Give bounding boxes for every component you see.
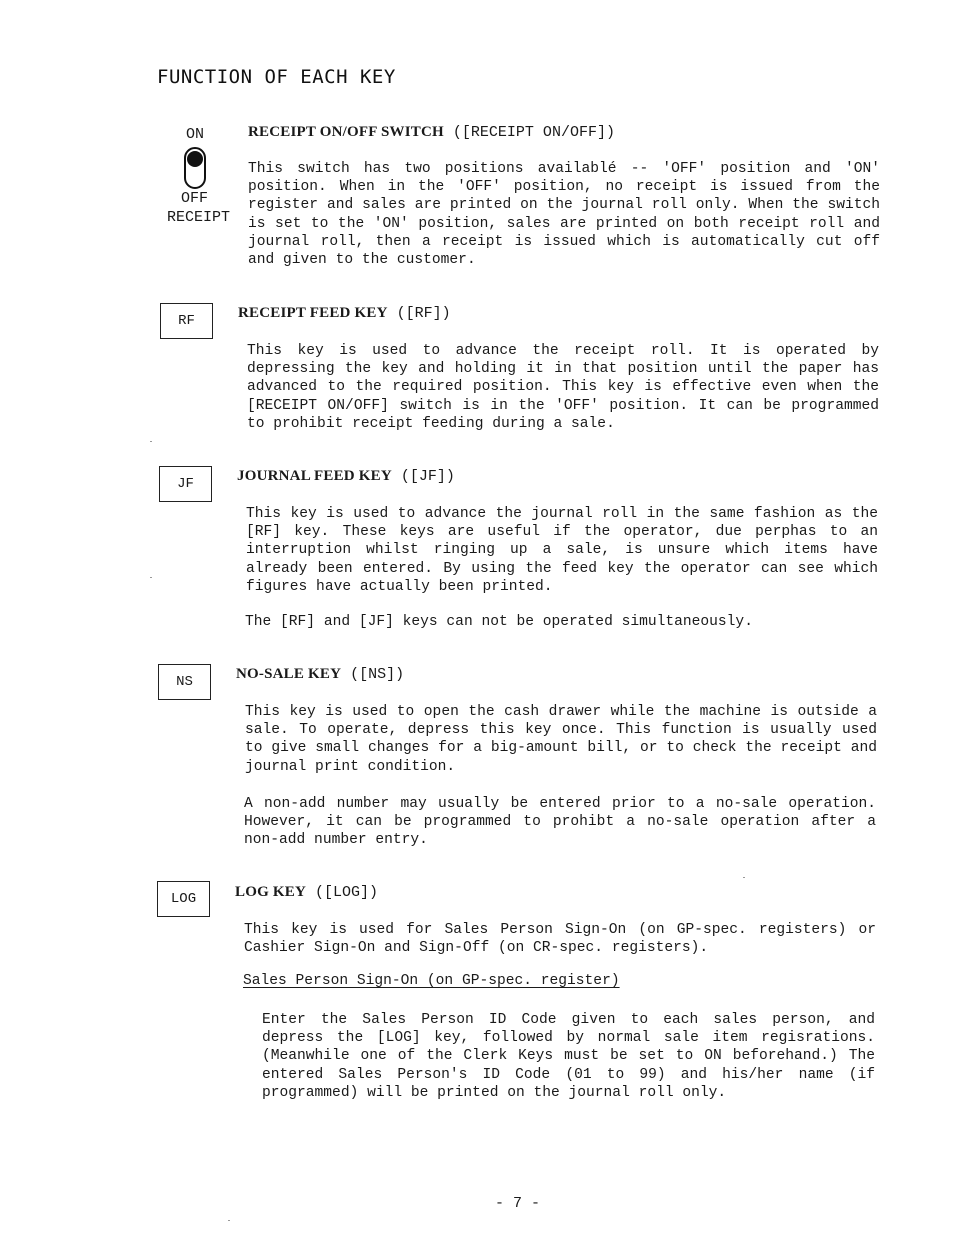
switch-off-label: OFF (181, 190, 209, 207)
heading-ref: ([JF]) (400, 468, 455, 485)
jf-key-icon (159, 466, 212, 502)
scan-speck (150, 441, 152, 442)
heading-ref: ([NS]) (350, 666, 405, 683)
switch-name-label: RECEIPT (167, 209, 231, 226)
paragraph: This key is used to advance the journal roll in the same fashion as the [RF] key. These keys are useful if the operator, due perphas to an interruption whilst ringing up a sale, is unsure which items have already been entered. By using the feed key the operator can see which figures have actually been printed. (246, 506, 878, 595)
page-number: - 7 - (495, 1195, 541, 1212)
paragraph: Enter the Sales Person ID Code given to each sales person, and depress the [LOG] key, followed by normal sale item regisrations. (Meanwhile one of the Clerk Keys must be set to ON beforehand.) The entered Sales Person's ID Code (01 to 99) and his/her name (if programmed) will be printed on the journal roll only. (262, 1012, 875, 1101)
paragraph: This key is used for Sales Person Sign-On (on GP-spec. registers) or Cashier Sign-On and Sign-Off (on CR-spec. registers). (244, 922, 876, 957)
paragraph: This key is used to open the cash drawer while the machine is outside a sale. To operate, depress this key once. This function is usually used to give small changes for a big-amount bill, or to check the receipt and journal print condition. (245, 704, 877, 775)
heading-ref: ([RECEIPT ON/OFF]) (452, 124, 615, 141)
page-title: FUNCTION OF EACH KEY (157, 66, 396, 88)
paragraph: The [RF] and [JF] keys can not be operated simultaneously. (245, 614, 753, 630)
key-label: LOG (170, 891, 197, 907)
section-heading-ns (236, 666, 404, 683)
paragraph: This switch has two positions availablé -- 'OFF' position and 'ON' position. When in the 'OFF' position, no receipt is issued from the register and sales are printed on the journal roll only. When the switch is set to the 'ON' position, sales are printed on both receipt roll and journal roll, then a receipt is issued which is automatically cut off and given to the customer. (248, 161, 880, 269)
heading-ref: ([LOG]) (315, 884, 379, 901)
scan-speck (743, 877, 745, 878)
key-label: NS (176, 674, 193, 690)
section-heading-jf (237, 468, 455, 485)
key-label: JF (177, 476, 194, 492)
paragraph: This key is used to advance the receipt roll. It is operated by depressing the key and holding it in that position until the paper has advanced to the required position. This key is effective even when the [RECEIPT ON/OFF] switch is in the 'OFF' position. It can be programmed to prohibit receipt feeding during a sale. (247, 343, 879, 432)
heading-bold: RECEIPT FEED KEY (238, 305, 388, 321)
section-heading-receipt-switch (248, 124, 615, 141)
heading-ref: ([RF]) (396, 305, 451, 322)
heading-bold: LOG KEY (235, 884, 306, 900)
heading-bold: NO-SALE KEY (236, 666, 342, 682)
switch-on-label: ON (186, 126, 205, 143)
scan-speck (150, 577, 152, 578)
paragraph: A non-add number may usually be entered prior to a no-sale operation. However, it can be programmed to prohibt a no-sale operation after a non-add number entry. (244, 796, 876, 849)
heading-bold: JOURNAL FEED KEY (237, 468, 392, 484)
ns-key-icon (158, 664, 211, 700)
subheading: Sales Person Sign-On (on GP-spec. register) (243, 973, 620, 989)
rf-key-icon (160, 303, 213, 339)
section-heading-log (235, 884, 378, 901)
key-label: RF (178, 313, 195, 329)
heading-bold: RECEIPT ON/OFF SWITCH (248, 124, 444, 140)
scan-speck (228, 1220, 230, 1221)
toggle-switch-icon (182, 146, 208, 192)
section-heading-rf (238, 305, 451, 322)
log-key-icon (157, 881, 210, 917)
